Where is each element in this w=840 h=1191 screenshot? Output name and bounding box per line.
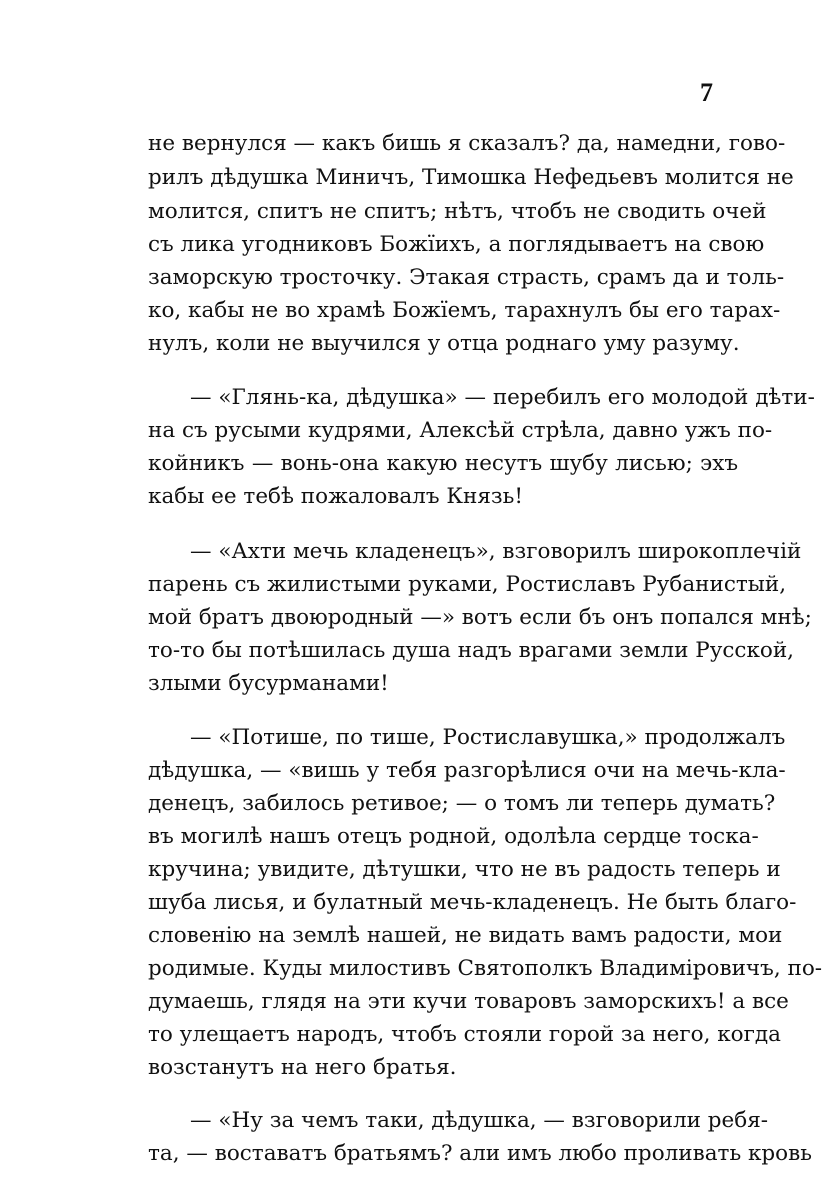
- text-line: денецъ, забилось ретивое; — о томъ ли теперь думать?: [148, 791, 776, 816]
- text-line: — «Потише, по тише, Ростиславушка,» продолжалъ: [190, 725, 786, 750]
- text-line: парень съ жилистыми руками, Ростиславъ Рубанистый,: [148, 572, 787, 597]
- text-line: на съ русыми кудрями, Алексѣй стрѣла, давно ужъ по-: [148, 418, 773, 443]
- text-line: кручина; увидите, дѣтушки, что не въ радость теперь и: [148, 857, 781, 882]
- text-line: не вернулся — какъ бишь я сказалъ? да, намедни, гово-: [148, 131, 786, 156]
- page-number: 7: [700, 78, 713, 107]
- text-line: возстанутъ на него братья.: [148, 1055, 457, 1080]
- text-line: то улещаетъ народъ, чтобъ стояли горой за него, когда: [148, 1022, 781, 1047]
- text-line: шуба лисья, и булатный мечь-кладенецъ. Не быть благо-: [148, 890, 797, 915]
- text-line: словенію на землѣ нашей, не видать вамъ радости, мои: [148, 923, 783, 948]
- text-line: мой братъ двоюродный —» вотъ если бъ онъ попался мнѣ;: [148, 605, 812, 630]
- text-line: кабы ее тебѣ пожаловалъ Князь!: [148, 484, 523, 509]
- text-line: ко, кабы не во храмѣ Божїемъ, тарахнулъ бы его тарах-: [148, 298, 781, 323]
- text-line: — «Ахти мечь кладенецъ», взговорилъ широкоплечiй: [190, 539, 802, 564]
- text-line: нулъ, коли не выучился у отца роднаго уму разуму.: [148, 331, 740, 356]
- text-line: — «Ну за чемъ таки, дѣдушка, — взговорили ребя-: [190, 1108, 769, 1133]
- text-line: та, — воставатъ братьямъ? али имъ любо проливать кровь: [148, 1141, 812, 1166]
- text-line: рилъ дѣдушка Миничъ, Тимошка Нефедьевъ молится не: [148, 165, 794, 190]
- text-line: — «Глянь-ка, дѣдушка» — перебилъ его молодой дѣти-: [190, 385, 815, 410]
- text-line: молится, спитъ не спитъ; нѣтъ, чтобъ не сводить очей: [148, 199, 767, 224]
- text-line: злыми бусурманами!: [148, 671, 389, 696]
- text-line: думаешь, глядя на эти кучи товаровъ заморскихъ! а все: [148, 989, 789, 1014]
- text-line: койникъ — вонь-она какую несутъ шубу лисью; эхъ: [148, 451, 738, 476]
- text-line: въ могилѣ нашъ отецъ родной, одолѣла сердце тоска-: [148, 824, 759, 849]
- text-line: то-то бы потѣшилась душа надъ врагами земли Русской,: [148, 638, 794, 663]
- text-line: съ лика угодниковъ Божїихъ, а поглядываетъ на свою: [148, 232, 765, 257]
- text-line: заморскую тросточку. Этакая страсть, срамъ да и толь-: [148, 265, 785, 290]
- text-line: родимые. Куды милостивъ Святополкъ Владимiровичъ, по-: [148, 956, 823, 981]
- text-line: дѣдушка, — «вишь у тебя разгорѣлися очи на мечь-кла-: [148, 758, 786, 783]
